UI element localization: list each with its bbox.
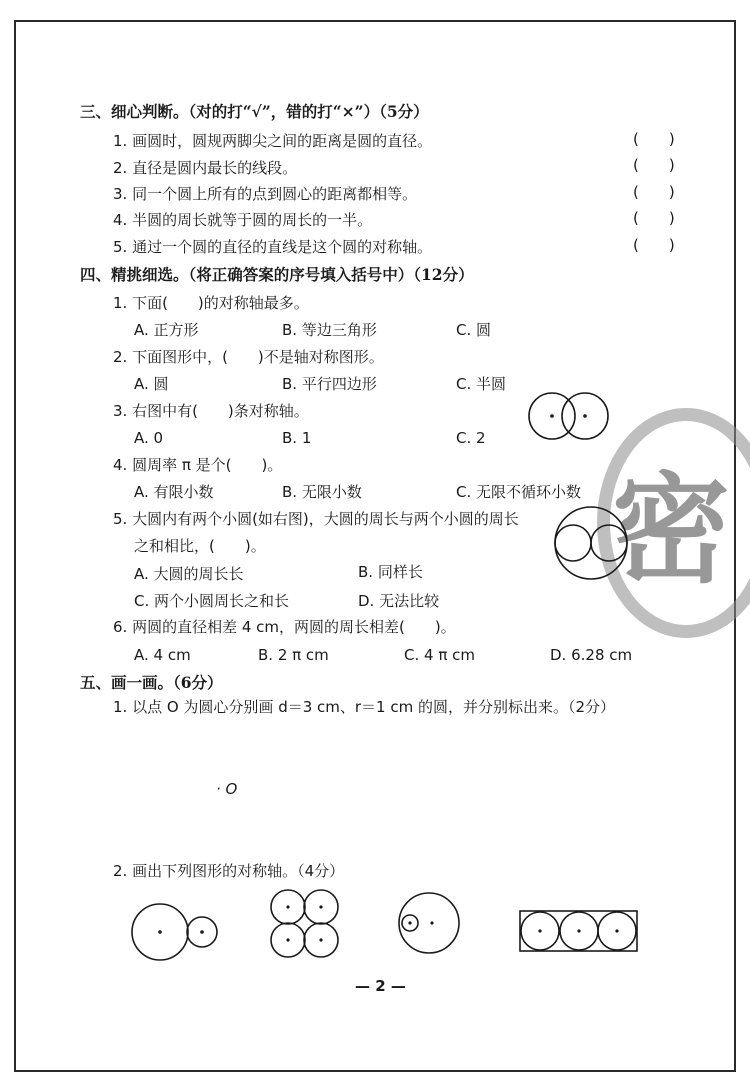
figure-three-circles-in-rectangle: [518, 909, 640, 953]
choice-q2-a: A. 圆: [134, 375, 169, 393]
two-overlapping-circles-figure: [525, 390, 615, 450]
choice-q5-a: A. 大圆的周长长: [134, 565, 244, 583]
page-number: — 2 —: [355, 977, 406, 995]
section4-title: 四、精挑细选。（将正确答案的序号填入括号中）（12分）: [80, 265, 474, 284]
choice-q5-d: D. 无法比较: [358, 592, 440, 610]
choice-q4-c: C. 无限不循环小数: [456, 483, 582, 501]
figure-four-circles: [268, 888, 342, 962]
choice-q5-stem-line2: 之和相比，( )。: [134, 537, 266, 555]
answer-bracket-5[interactable]: ( ): [633, 236, 675, 254]
answer-bracket-2[interactable]: ( ): [633, 156, 675, 174]
choice-q2-stem: 2. 下面图形中，( )不是轴对称图形。: [113, 348, 384, 366]
choice-q6-c: C. 4 π cm: [404, 646, 475, 664]
answer-bracket-1[interactable]: ( ): [633, 130, 675, 148]
choice-q2-b: B. 平行四边形: [282, 375, 377, 393]
answer-bracket-3[interactable]: ( ): [633, 183, 675, 201]
choice-q6-b: B. 2 π cm: [258, 646, 329, 664]
choice-q6-stem: 6. 两圆的直径相差 4 cm，两圆的周长相差( )。: [113, 618, 456, 636]
figure-big-and-small-circle: [130, 902, 222, 964]
choice-q5-b: B. 同样长: [358, 563, 423, 581]
choice-q1-c: C. 圆: [456, 321, 492, 339]
point-o-label: · O: [216, 780, 238, 798]
choice-q3-a: A. 0: [134, 429, 164, 447]
choice-q4-a: A. 有限小数: [134, 483, 214, 501]
choice-q2-c: C. 半圆: [456, 375, 507, 393]
choice-q5-stem-line1: 5. 大圆内有两个小圆(如右图)，大圆的周长与两个小圆的周长: [113, 510, 519, 528]
choice-q4-b: B. 无限小数: [282, 483, 362, 501]
section5-title: 五、画一画。（6分）: [80, 673, 223, 692]
choice-q3-b: B. 1: [282, 429, 312, 447]
choice-q3-stem: 3. 右图中有( )条对称轴。: [113, 402, 309, 420]
choice-q1-stem: 1. 下面( )的对称轴最多。: [113, 294, 309, 312]
choice-q5-c: C. 两个小圆周长之和长: [134, 592, 290, 610]
judge-item-1: 1. 画圆时，圆规两脚尖之间的距离是圆的直径。: [113, 132, 433, 150]
choice-q1-b: B. 等边三角形: [282, 321, 377, 339]
draw-q2: 2. 画出下列图形的对称轴。（4分）: [113, 862, 345, 880]
choice-q1-a: A. 正方形: [134, 321, 199, 339]
big-circle-two-small-circles-figure: [553, 505, 633, 585]
choice-q6-d: D. 6.28 cm: [550, 646, 633, 664]
judge-item-4: 4. 半圆的周长就等于圆的周长的一半。: [113, 211, 373, 229]
judge-item-5: 5. 通过一个圆的直径的直线是这个圆的对称轴。: [113, 238, 433, 256]
seal-character: 密: [612, 460, 731, 599]
section3-title: 三、细心判断。（对的打“√”，错的打“×”）（5分）: [80, 102, 429, 121]
figure-circle-with-inner-small-circle: [395, 890, 463, 958]
choice-q3-c: C. 2: [456, 429, 486, 447]
judge-item-3: 3. 同一个圆上所有的点到圆心的距离都相等。: [113, 185, 418, 203]
judge-item-2: 2. 直径是圆内最长的线段。: [113, 159, 298, 177]
draw-q1: 1. 以点 O 为圆心分别画 d＝3 cm、r＝1 cm 的圆，并分别标出来。（2分）: [113, 698, 616, 716]
choice-q6-a: A. 4 cm: [134, 646, 191, 664]
choice-q4-stem: 4. 圆周率 π 是个( )。: [113, 456, 283, 474]
answer-bracket-4[interactable]: ( ): [633, 209, 675, 227]
